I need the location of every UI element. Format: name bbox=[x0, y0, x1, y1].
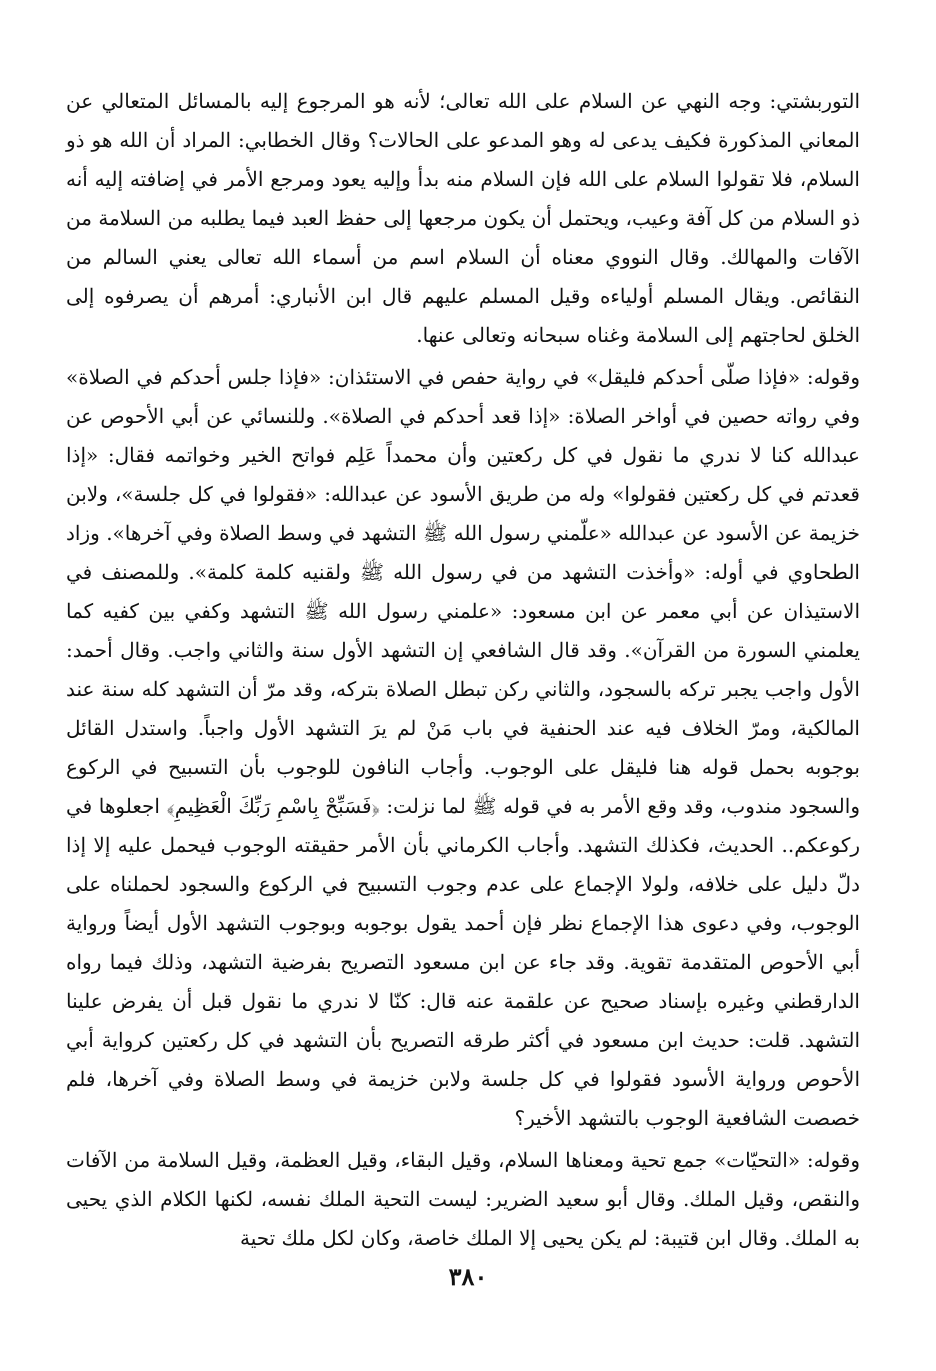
body-text bbox=[66, 82, 860, 1258]
paragraph-1: التوربشتي: وجه النهي عن السلام على الله تعالى؛ لأنه هو المرجوع إليه بالمسائل المتعالي عن المعاني المذكورة فكيف يدعى له وهو المدعو على الحالات؟ وقال الخطابي: المراد أن الله هو ذو السلام، فلا تقولوا السلام على الله فإن السلام منه بدأ وإليه يعود ومرجع الأمر في إضافته إليه أنه ذو السلام من كل آفة وعيب، ويحتمل أن يكون مرجعها إلى حفظ العبد فيما يطلبه من السلامة من الآفات والمهالك. وقال النووي معناه أن السلام اسم من أسماء الله تعالى يعني السالم من النقائص. ويقال المسلم أولياءه وقيل المسلم عليهم قال ابن الأنباري: أمرهم أن يصرفوه إلى الخلق لحاجتهم إلى السلامة وغناه سبحانه وتعالى عنها. bbox=[66, 89, 860, 347]
page-number: ٣٨٠ bbox=[448, 1262, 488, 1291]
paragraph-2: وقوله: «فإذا صلّى أحدكم فليقل» في رواية حفص في الاستئذان: «فإذا جلس أحدكم في الصلاة» وفي رواته حصين في أواخر الصلاة: «إذا قعد أحدكم في الصلاة». وللنسائي عن أبي الأحوص عن عبدالله كنا لا ندري ما نقول في كل ركعتين وأن محمداً عَلِم فواتح الخير وخواتمه فقال: «إذا قعدتم في كل ركعتين فقولوا» وله من طريق الأسود عن عبدالله: «فقولوا في كل جلسة»، ولابن خزيمة عن الأسود عن عبدالله «علّمني رسول الله ﷺ التشهد في وسط الصلاة وفي آخرها». وزاد الطحاوي في أوله: «وأخذت التشهد من في رسول الله ﷺ ولقنيه كلمة كلمة». وللمصنف في الاستيذان عن أبي معمر عن ابن مسعود: «علمني رسول الله ﷺ التشهد وكفي بين كفيه كما يعلمني السورة من القرآن». وقد قال الشافعي إن التشهد الأول سنة والثاني واجب. وقال أحمد: الأول واجب يجبر تركه بالسجود، والثاني ركن تبطل الصلاة بتركه، وقد مرّ أن التشهد كله سنة عند المالكية، ومرّ الخلاف فيه عند الحنفية في باب مَنْ لم يرَ التشهد الأول واجباً. واستدل القائل بوجوبه بحمل قوله هنا فليقل على الوجوب. وأجاب النافون للوجوب بأن التسبيح في الركوع والسجود مندوب، وقد وقع الأمر به في قوله ﷺ لما نزلت: ﴿فَسَبِّحْ بِاسْمِ رَبِّكَ الْعَظِيمِ﴾ اجعلوها في ركوعكم.. الحديث، فكذلك التشهد. وأجاب الكرماني بأن الأمر حقيقته الوجوب فيحمل عليه إلا إذا دلّ دليل على خلافه، ولولا الإجماع على عدم وجوب التسبيح في الركوع والسجود لحملناه على الوجوب، وفي دعوى هذا الإجماع نظر فإن أحمد يقول بوجوبه وبوجوب التشهد الأول أيضاً ورواية أبي الأحوص المتقدمة تقوية. وقد جاء عن ابن مسعود التصريح بفرضية التشهد، وذلك فيما رواه الدارقطني وغيره بإسناد صحيح عن علقمة عنه قال: كنّا لا ندري ما نقول قبل أن يفرض علينا التشهد. قلت: حديث ابن مسعود في أكثر طرقه التصريح بأن التشهد في كل ركعتين كرواية أبي الأحوص ورواية الأسود فقولوا في كل جلسة ولابن خزيمة في وسط الصلاة وفي آخرها، فلم خصصت الشافعية الوجوب بالتشهد الأخير؟ bbox=[66, 365, 861, 1130]
paragraph-3: وقوله: «التحيّات» جمع تحية ومعناها السلام، وقيل البقاء، وقيل العظمة، وقيل السلامة من الآفات والنقص، وقيل الملك. وقال أبو سعيد الضرير: ليست التحية الملك نفسه، لكنها الكلام الذي يحيى به الملك. وقال ابن قتيبة: لم يكن يحيى إلا الملك خاصة، وكان لكل ملك تحية bbox=[66, 1148, 860, 1250]
